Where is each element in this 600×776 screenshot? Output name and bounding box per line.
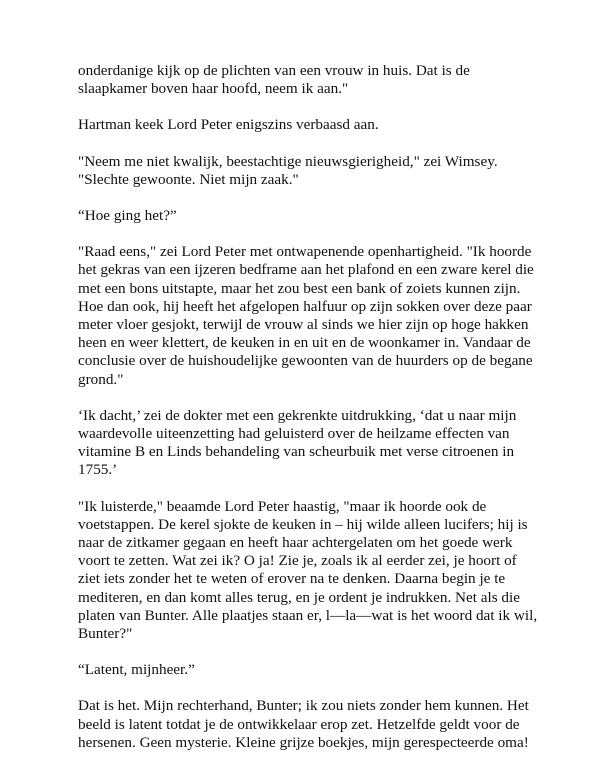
text-line: Dat is het. Mijn rechterhand, Bunter; ik zou niets zonder hem kunnen. Het — [78, 697, 529, 715]
text-line: ziet iets zonder het te weten of erover na te denken. Daarna begin je te — [78, 570, 506, 588]
text-line: het gekras van een ijzeren bedframe aan het plafond en een zware kerel die — [78, 261, 534, 279]
paragraph — [78, 116, 533, 134]
text-line: ‘Ik dacht,’ zei de dokter met een gekrenkte uitdrukking, ‘dat u naar mijn — [78, 406, 517, 424]
text-line: Hoe dan ook, hij heeft het afgelopen halfuur op zijn sokken over deze paar — [78, 297, 532, 315]
text-line: "Slechte gewoonte. Niet mijn zaak." — [78, 170, 299, 188]
text-line: voetstappen. De kerel sjokte de keuken in – hij wilde alleen lucifers; hij is — [78, 515, 528, 533]
text-line: “Latent, mijnheer.” — [78, 661, 195, 679]
text-line: mediteren, en dan komt alles terug, en je ordent je indrukken. Net als die — [78, 588, 520, 606]
text-line: voort te zetten. Wat zei ik? O ja! Zie je, zoals ik al eerder zei, je hoort of — [78, 552, 517, 570]
paragraph — [78, 62, 533, 98]
text-line: “Hoe ging het?” — [78, 207, 177, 225]
text-line: 1755.’ — [78, 461, 118, 479]
text-line: meter vloer gesjokt, terwijl de vrouw al sinds we hier zijn op hoge hakken — [78, 316, 529, 334]
paragraph — [78, 497, 538, 644]
text-line: naar de zitkamer gegaan en heeft haar achtergelaten om het goede werk — [78, 534, 513, 552]
text-line: vitamine B en Linds behandeling van scheurbuik met verse citroenen in — [78, 443, 515, 461]
text-line: met een bons uitstapte, maar het zou best een bank of zoiets kunnen zijn. — [78, 279, 521, 297]
text-line: heen en weer klettert, de keuken in en uit en de woonkamer in. Vandaar de — [78, 334, 531, 352]
text-line: Hartman keek Lord Peter enigszins verbaasd aan. — [78, 116, 379, 134]
paragraph — [78, 243, 533, 389]
document-page — [78, 62, 538, 770]
text-line: waardevolle uiteenzetting had geluisterd over de heilzame effecten van — [78, 425, 510, 443]
text-line: "Ik luisterde," beaamde Lord Peter haastig, "maar ik hoorde ook de — [78, 497, 487, 515]
text-line: "Neem me niet kwalijk, beestachtige nieuwsgierigheid," zei Wimsey. — [78, 152, 498, 170]
text-line: Bunter?" — [78, 625, 133, 643]
text-line: platen van Bunter. Alle plaatjes staan er, l—la—wat is het woord dat ik wil, — [78, 606, 538, 624]
paragraph — [78, 697, 533, 752]
text-line: grond." — [78, 370, 124, 388]
text-line: onderdanige kijk op de plichten van een vrouw in huis. Dat is de — [78, 62, 470, 79]
paragraph — [78, 407, 533, 480]
text-line: hersenen. Geen mysterie. Kleine grijze boekjes, mijn gerespecteerde oma! — [78, 733, 529, 751]
paragraph — [78, 207, 533, 225]
text-line: "Raad eens," zei Lord Peter met ontwapenende openhartigheid. "Ik hoorde — [78, 243, 532, 261]
text-line: slaapkamer boven haar hoofd, neem ik aan." — [78, 80, 349, 98]
paragraph — [78, 661, 533, 679]
paragraph — [78, 153, 533, 189]
text-line: beeld is latent totdat je de ontwikkelaar erop zet. Hetzelfde geldt voor de — [78, 715, 520, 733]
text-line: conclusie over de huishoudelijke gewoonten van de huurders op de begane — [78, 352, 533, 370]
